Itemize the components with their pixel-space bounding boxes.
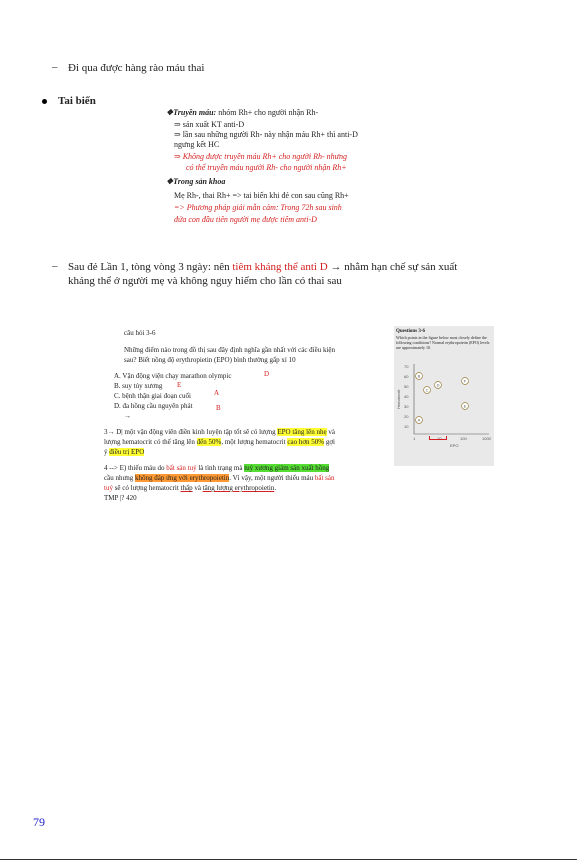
- y-tick: 40: [404, 394, 409, 399]
- red-bracket: [429, 436, 447, 440]
- img1-line-4b: có thể truyền máu người Rh- cho người nhận Rh+: [186, 163, 347, 172]
- img1-line-6: Mẹ Rh-, thai Rh+ => tai biến khi đẻ con sau cũng Rh+: [174, 191, 349, 200]
- y-tick: 20: [404, 414, 409, 419]
- svg-text:D: D: [436, 382, 440, 388]
- option-a: A. Vận động viện chạy marathon olympic: [114, 372, 232, 380]
- y-axis-label: Hematocrit: [396, 389, 401, 409]
- figure-panel: [394, 326, 494, 466]
- bullet-dot: [42, 99, 47, 104]
- en-text-1: Which points in the figure below most closely define the: [396, 335, 487, 340]
- img1-line-1: ❖Truyền máu: nhóm Rh+ cho người nhận Rh-: [166, 108, 319, 117]
- question-title: câu hỏi 3-6: [124, 329, 156, 337]
- plot-point-c: [424, 387, 431, 394]
- img1-line-3a: ⇒ lần sau những người Rh- này nhận máu Rh+ thì anti-D: [174, 130, 358, 139]
- question-line-1: Những điểm nào trong đồ thị sau đây định nghĩa gần nhất với các điều kiện: [124, 346, 336, 354]
- bullet2-highlight: tiêm kháng thể anti D: [232, 261, 328, 273]
- plot-point-a: [416, 417, 423, 424]
- plot-point-f: [462, 378, 469, 385]
- en-text-3: are approximately 10.: [396, 345, 431, 350]
- arrow: →: [124, 412, 131, 420]
- svg-text:B: B: [417, 373, 421, 379]
- img1-line-5: ❖Trong sản khoa: [166, 177, 226, 186]
- question-line-2: sau? Biết nồng độ erythropietin (EPO) bình thường gấp xỉ 10: [124, 356, 296, 364]
- option-c-answer: A: [214, 389, 220, 397]
- svg-text:F: F: [463, 378, 467, 384]
- option-a-answer: D: [264, 370, 270, 378]
- explanation-4-line-3: tuỷ sẽ có lượng hematocrit thấp và tăng lượng erythropoietin.: [104, 484, 277, 492]
- bullet-dash-2: –: [52, 260, 58, 272]
- explanation-3-line-2: lượng hematocrit có thể tăng lên đến 50%, một lượng hematocrit cao hơn 50% gợi: [104, 438, 336, 446]
- x-tick: 10: [437, 436, 442, 441]
- plot-point-e: [462, 403, 469, 410]
- option-d-answer: B: [216, 404, 221, 412]
- x-axis-label: EPO: [450, 443, 459, 448]
- svg-text:A: A: [417, 417, 421, 423]
- option-d: D. đa hồng cầu nguyên phát: [114, 402, 193, 410]
- bullet2-part1: Sau đẻ Lần 1, tòng vòng 3 ngày: nên: [68, 261, 233, 273]
- bottom-rule: [0, 859, 577, 860]
- img1-line-7a: => Phương pháp giải mẫn cảm: Trong 72h sau sinh: [174, 203, 342, 212]
- svg-text:E: E: [463, 403, 467, 409]
- en-text-2: following conditions? Normal erythropoietin (EPO) levels: [396, 340, 490, 345]
- img1-line-2: ⇒ sản xuất KT anti-D: [174, 120, 245, 129]
- epo-question-image: [86, 326, 494, 511]
- x-tick: 1000: [482, 436, 491, 441]
- epo-hematocrit-plot: [394, 354, 494, 464]
- option-b-answer: E: [177, 381, 182, 389]
- explanation-3-line-1: 3→ D| một vận động viên điền kinh luyện tập tốt sẽ có lượng EPO tăng lên nhẹ và: [104, 428, 335, 436]
- plot-point-b: [416, 373, 423, 380]
- x-tick: 100: [460, 436, 467, 441]
- plot-point-d: [435, 382, 442, 389]
- explanation-3-line-3: ý điều trị EPO: [104, 448, 145, 456]
- y-tick: 10: [404, 424, 409, 429]
- page-number: 79: [33, 815, 45, 829]
- y-tick: 70: [404, 364, 409, 369]
- section-title: Tai biến: [58, 95, 96, 107]
- bullet2-part3: → nhằm hạn chế sự sản xuất: [327, 261, 458, 273]
- img1-line-7b: đứa con đầu tiên người mẹ được tiêm anti-D: [174, 215, 317, 224]
- option-b: B. suy tủy xương: [114, 382, 163, 390]
- en-title: Questions 3-6: [396, 329, 426, 334]
- svg-text:C: C: [425, 387, 429, 393]
- bullet-dash-1: –: [52, 61, 58, 73]
- bullet-text-1: Đi qua được hàng rào máu thai: [68, 62, 205, 74]
- transfusion-notes-image: [160, 97, 403, 243]
- bullet-text-2: [68, 260, 457, 274]
- x-tick: 1: [413, 436, 416, 441]
- explanation-4-line-1: 4 --> E) thiếu máu do bất sản tuỷ là tình trạng mà tuỷ xương giảm sản xuất hồng: [104, 464, 330, 472]
- option-c: C. bệnh thận giai đoạn cuối: [114, 392, 191, 400]
- explanation-4-line-2: cầu nhưng không đáp ứng với erythropoietin. Vì vậy, một người thiếu máu bất sản: [104, 474, 335, 482]
- source-reference: TMP |? 420: [104, 494, 137, 502]
- y-tick: 30: [404, 404, 409, 409]
- img1-line-4a: ⇒ Không được truyền máu Rh+ cho người Rh- nhưng: [174, 152, 348, 161]
- bullet-text-2-line2: kháng thể ở người mẹ và không nguy hiểm cho lần có thai sau: [68, 275, 342, 287]
- img1-line-3b: ngưng kết HC: [174, 140, 220, 149]
- y-tick: 50: [404, 384, 409, 389]
- y-tick: 60: [404, 374, 409, 379]
